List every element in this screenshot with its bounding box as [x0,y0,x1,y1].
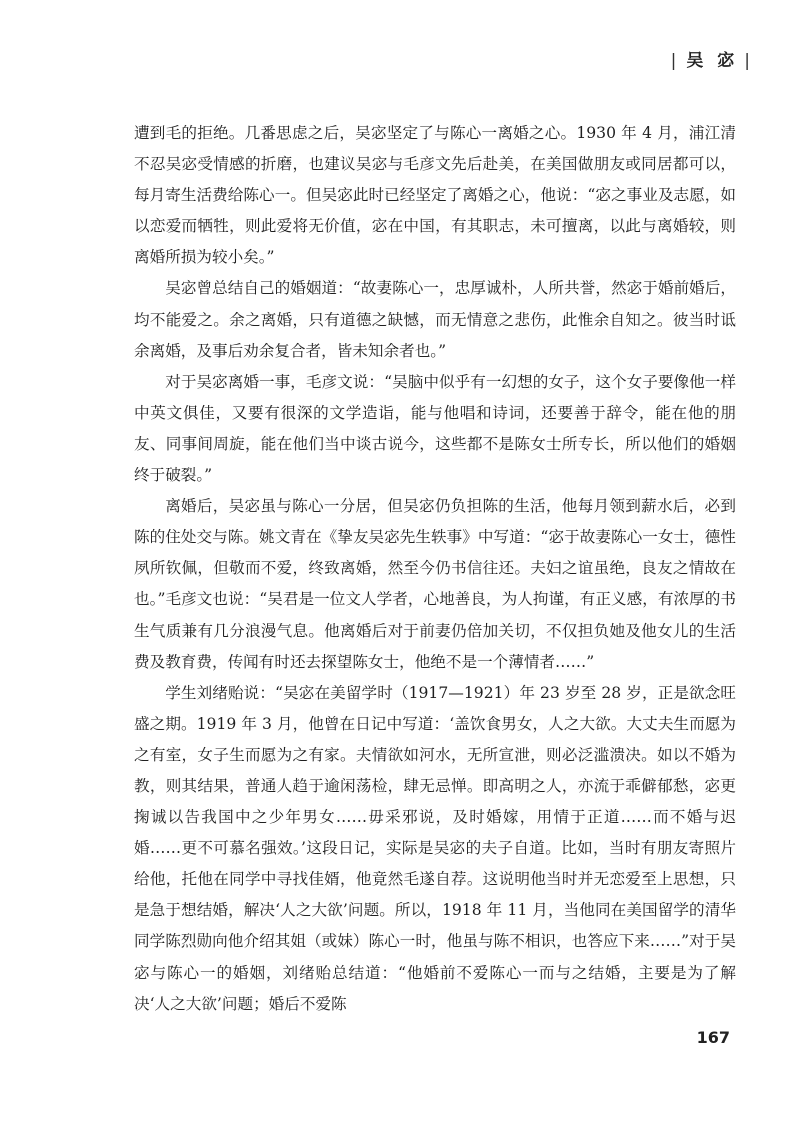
paragraph: 吴宓曾总结自己的婚姻道：“故妻陈心一，忠厚诚朴，人所共誉，然宓于婚前婚后，均不能爱之。余之离婚，只有道德之缺憾，而无情意之悲伤，此惟余自知之。彼当时诋余离婚，及事后劝余复合者，皆未知余者也。” [134,279,736,360]
header-divider-right: | [744,51,754,71]
body-text [134,118,736,1020]
running-header [665,46,760,71]
paragraph: 离婚后，吴宓虽与陈心一分居，但吴宓仍负担陈的生活，他每月领到薪水后，必到陈的住处交与陈。姚文青在《挚友吴宓先生轶事》中写道：“宓于故妻陈心一女士，德性夙所钦佩，但敬而不爱，终致离婚，然至今仍书信往还。夫妇之谊虽绝，良友之情故在也。”毛彦文也说：“吴君是一位文人学者，心地善良，为人拘谨，有正义感，有浓厚的书生气质兼有几分浪漫气息。他离婚后对于前妻仍倍加关切，不仅担负她及他女儿的生活费及教育费，传闻有时还去探望陈女士，他绝不是一个薄情者……” [134,497,736,671]
paragraph: 遭到毛的拒绝。几番思虑之后，吴宓坚定了与陈心一离婚之心。1930 年 4 月，浦江清不忍吴宓受情感的折磨，也建议吴宓与毛彦文先后赴美，在美国做朋友或同居都可以，每月寄生活费给陈心一。但吴宓此时已经坚定了离婚之心，他说：“宓之事业及志愿，如以恋爱而牺牲，则此爱将无价值，宓在中国，有其职志，未可擅离，以此与离婚较，则离婚所损为较小矣。” [134,124,736,267]
header-title: 吴 宓 [686,51,739,71]
paragraph: 对于吴宓离婚一事，毛彦文说：“吴脑中似乎有一幻想的女子，这个女子要像他一样中英文俱佳，又要有很深的文学造诣，能与他唱和诗词，还要善于辞令，能在他的朋友、同事间周旋，能在他们当中谈古说今，这些都不是陈女士所专长，所以他们的婚姻终于破裂。” [134,372,736,485]
header-divider-left: | [670,51,681,71]
paragraph: 学生刘绪贻说：“吴宓在美留学时（1917—1921）年 23 岁至 28 岁，正是欲念旺盛之期。1919 年 3 月，他曾在日记中写道：‘盖饮食男女，人之大欲。大丈夫生而愿为之有室，女子生而愿为之有家。夫情欲如河水，无所宣泄，则必泛滥溃决。如以不婚为教，则其结果，普通人趋于逾闲荡检，肆无忌惮。即高明之人，亦流于乖僻郁愁，宓更掬诚以告我国中之少年男女……毋采邪说，及时婚嫁，用情于正道……而不婚与迟婚……更不可慕名强效。’这段日记，实际是吴宓的夫子自道。比如，当时有朋友寄照片给他，托他在同学中寻找佳婿，他竟然毛遂自荐。这说明他当时并无恋爱至上思想，只是急于想结婚，解决‘人之大欲’问题。所以，1918 年 11 月，当他同在美国留学的清华同学陈烈勋向他介绍其姐（或妹）陈心一时，他虽与陈不相识，也答应下来……”对于吴宓与陈心一的婚姻，刘绪贻总结道：“他婚前不爱陈心一而与之结婚，主要是为了解决‘人之大欲’问题；婚后不爱陈 [134,683,736,1013]
page-number: 167 [696,1028,730,1047]
